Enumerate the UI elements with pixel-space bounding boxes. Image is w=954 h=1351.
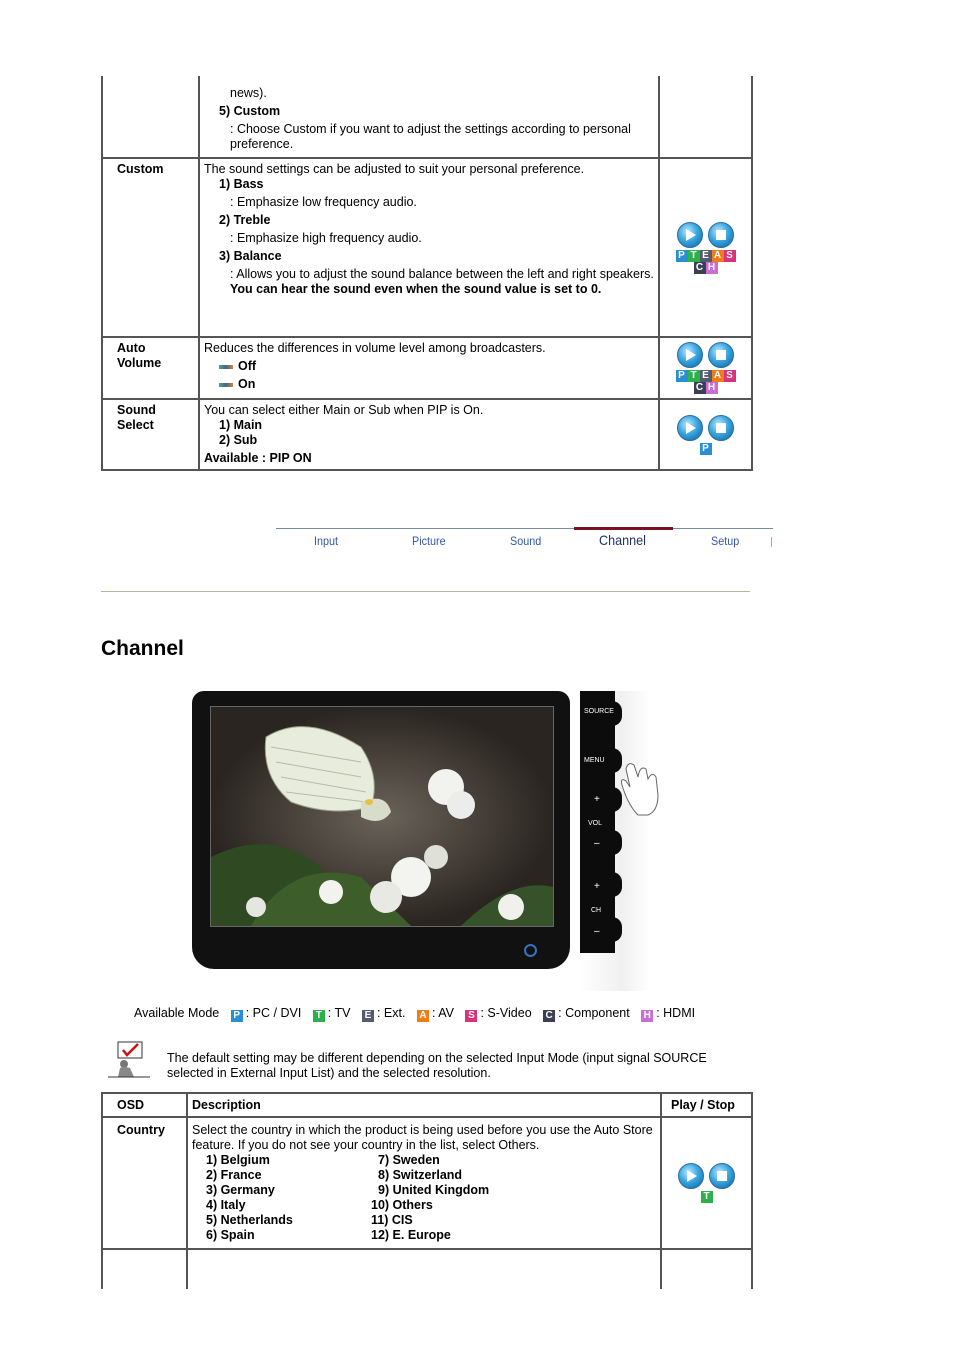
tab-setup[interactable]: Setup	[711, 534, 740, 548]
ch-minus-button[interactable]	[580, 917, 622, 942]
available-mode-legend	[134, 1006, 695, 1022]
mode-badge-c: C	[694, 262, 706, 274]
play-button[interactable]	[678, 1163, 704, 1189]
country-list-left	[192, 1153, 371, 1243]
source-label: SOURCE	[584, 708, 614, 715]
sub-label: 2) Sub	[219, 433, 258, 447]
table-row	[102, 158, 752, 337]
legend-prefix: Available Mode	[134, 1006, 220, 1020]
mode-badges	[678, 1191, 735, 1203]
play-icon	[686, 349, 696, 361]
bass-label: 1) Bass	[219, 177, 264, 191]
play-stop-cell	[659, 399, 752, 470]
auto-volume-intro: Reduces the differences in volume level among broadcasters.	[204, 341, 546, 355]
option-bullet-icon	[219, 365, 233, 369]
list-item: 4) Italy	[206, 1198, 246, 1212]
osd-sound-select: Sound Select	[102, 399, 199, 470]
legend-badge-a: A	[417, 1010, 429, 1022]
country-intro: Select the country in which the product is being used before you use the Auto Store feature. If you do not see your country in the list, select Others.	[192, 1123, 653, 1152]
play-stop-cell	[659, 337, 752, 399]
play-icon	[686, 229, 696, 241]
balance-label: 3) Balance	[219, 249, 282, 263]
mode-badge-t: T	[701, 1191, 713, 1203]
legend-text-ext: : Ext.	[376, 1006, 406, 1020]
stop-button[interactable]	[708, 342, 734, 368]
mode-badge-h: H	[706, 382, 718, 394]
mode-badge-e: E	[700, 250, 712, 262]
play-stop-cell	[659, 158, 752, 337]
option-bullet-icon	[219, 383, 233, 387]
list-item: 1) Belgium	[206, 1153, 270, 1167]
legend-badge-t: T	[313, 1010, 325, 1022]
table-row	[102, 337, 752, 399]
ch-minus-label: –	[594, 926, 600, 937]
table-header-row	[102, 1093, 752, 1117]
monitor-illustration	[192, 691, 570, 969]
butterfly-photo	[211, 707, 553, 926]
legend-badge-s: S	[465, 1010, 477, 1022]
mode-badge-e: E	[700, 370, 712, 382]
ch-plus-label: +	[594, 881, 600, 892]
option-off: Off	[204, 359, 654, 374]
tab-input[interactable]: Input	[314, 534, 339, 548]
play-icon	[687, 1170, 697, 1182]
sound-select-intro: You can select either Main or Sub when PIP is On.	[204, 403, 484, 417]
pip-available-text: Available : PIP ON	[204, 451, 312, 465]
stop-button[interactable]	[708, 415, 734, 441]
stop-icon	[716, 423, 726, 433]
tab-sound[interactable]: Sound	[510, 534, 542, 548]
country-list-right	[371, 1153, 489, 1243]
legend-text-pc: : PC / DVI	[245, 1006, 302, 1020]
play-button[interactable]	[677, 415, 703, 441]
stop-icon	[716, 350, 726, 360]
list-item: 7) Sweden	[378, 1153, 440, 1167]
mode-badge-s: S	[724, 250, 736, 262]
mode-badge-h: H	[706, 262, 718, 274]
legend-text-svideo: : S-Video	[480, 1006, 532, 1020]
stop-icon	[716, 230, 726, 240]
balance-desc: : Allows you to adjust the sound balance between the left and right speakers.	[230, 267, 654, 281]
mode-badge-t: T	[688, 250, 700, 262]
ch-label: CH	[591, 907, 602, 914]
vol-plus-label: +	[594, 794, 600, 805]
divider	[101, 591, 750, 592]
list-item: 12) E. Europe	[371, 1228, 451, 1242]
monitor-screen	[210, 706, 554, 927]
list-item: 9) United Kingdom	[378, 1183, 490, 1197]
stop-icon	[717, 1171, 727, 1181]
country-list	[192, 1153, 656, 1243]
table-row	[102, 1117, 752, 1249]
list-item: 5) Netherlands	[206, 1213, 293, 1227]
play-button[interactable]	[677, 222, 703, 248]
list-item: 10) Others	[371, 1198, 433, 1212]
play-button[interactable]	[677, 342, 703, 368]
mode-badges	[677, 443, 734, 455]
legend-text-component: : Component	[558, 1006, 630, 1020]
list-item: 2) France	[206, 1168, 262, 1182]
header-osd: OSD	[102, 1093, 187, 1117]
option-on: On	[204, 377, 654, 392]
list-item: 3) Germany	[206, 1183, 275, 1197]
stop-button[interactable]	[708, 222, 734, 248]
bass-desc: : Emphasize low frequency audio.	[230, 195, 417, 209]
menu-label: MENU	[584, 757, 605, 764]
custom-mode-desc: : Choose Custom if you want to adjust the settings according to personal preference.	[230, 122, 631, 151]
mode-badge-p: P	[676, 370, 688, 382]
list-item: 6) Spain	[206, 1228, 255, 1242]
osd-custom: Custom	[102, 158, 199, 337]
table-row	[102, 76, 752, 158]
sound-zero-note: You can hear the sound even when the sound value is set to 0.	[230, 282, 602, 296]
vol-plus-button[interactable]	[580, 787, 622, 812]
mode-badges	[676, 370, 736, 394]
legend-text-av: : AV	[431, 1006, 454, 1020]
page-title: Channel	[101, 637, 184, 660]
mode-badge-p: P	[700, 443, 712, 455]
mode-badges	[676, 250, 736, 274]
vol-minus-label: –	[594, 838, 600, 849]
hand-pointer-icon	[618, 755, 662, 817]
mode-badge-p: P	[676, 250, 688, 262]
sound-table	[101, 76, 753, 471]
mode-badge-t: T	[688, 370, 700, 382]
vol-label: VOL	[588, 820, 603, 827]
list-item: 11) CIS	[371, 1213, 413, 1227]
legend-badge-p: P	[231, 1010, 243, 1022]
power-indicator-icon	[524, 944, 537, 957]
nav-end-divider	[771, 537, 772, 547]
osd-auto-volume: Auto Volume	[102, 337, 199, 399]
mode-badge-s: S	[724, 370, 736, 382]
legend-badge-h: H	[641, 1010, 653, 1022]
tab-picture[interactable]: Picture	[412, 534, 446, 548]
custom-intro: The sound settings can be adjusted to suit your personal preference.	[204, 162, 585, 176]
custom-mode-label: 5) Custom	[219, 104, 281, 118]
stop-button[interactable]	[709, 1163, 735, 1189]
channel-table	[101, 1092, 753, 1289]
play-stop-cell	[661, 1117, 752, 1249]
legend-text-hdmi: : HDMI	[656, 1006, 696, 1020]
mode-badge-a: A	[712, 250, 724, 262]
tab-channel[interactable]: Channel	[599, 532, 646, 548]
header-play-stop: Play / Stop	[661, 1093, 752, 1117]
mode-badge-c: C	[694, 382, 706, 394]
default-setting-note: The default setting may be different depending on the selected Input Mode (input signal SOURCE selected in External Input List) and the selected resolution.	[167, 1051, 707, 1080]
custom-mode-news-text: news).	[230, 86, 267, 100]
osd-country: Country	[102, 1117, 187, 1249]
treble-desc: : Emphasize high frequency audio.	[230, 231, 422, 245]
table-row	[102, 399, 752, 470]
list-item: 8) Switzerland	[378, 1168, 463, 1182]
section-nav	[276, 528, 773, 551]
vol-minus-button[interactable]	[580, 830, 622, 855]
ch-plus-button[interactable]	[580, 872, 622, 897]
legend-badge-e: E	[362, 1010, 374, 1022]
legend-text-tv: : TV	[327, 1006, 351, 1020]
selected-tab-indicator	[574, 527, 673, 530]
header-description: Description	[187, 1093, 661, 1117]
mode-badge-a: A	[712, 370, 724, 382]
treble-label: 2) Treble	[219, 213, 271, 227]
main-label: 1) Main	[219, 418, 263, 432]
note-icon	[108, 1040, 150, 1078]
play-icon	[686, 422, 696, 434]
legend-badge-c: C	[543, 1010, 555, 1022]
table-row	[102, 1249, 752, 1289]
